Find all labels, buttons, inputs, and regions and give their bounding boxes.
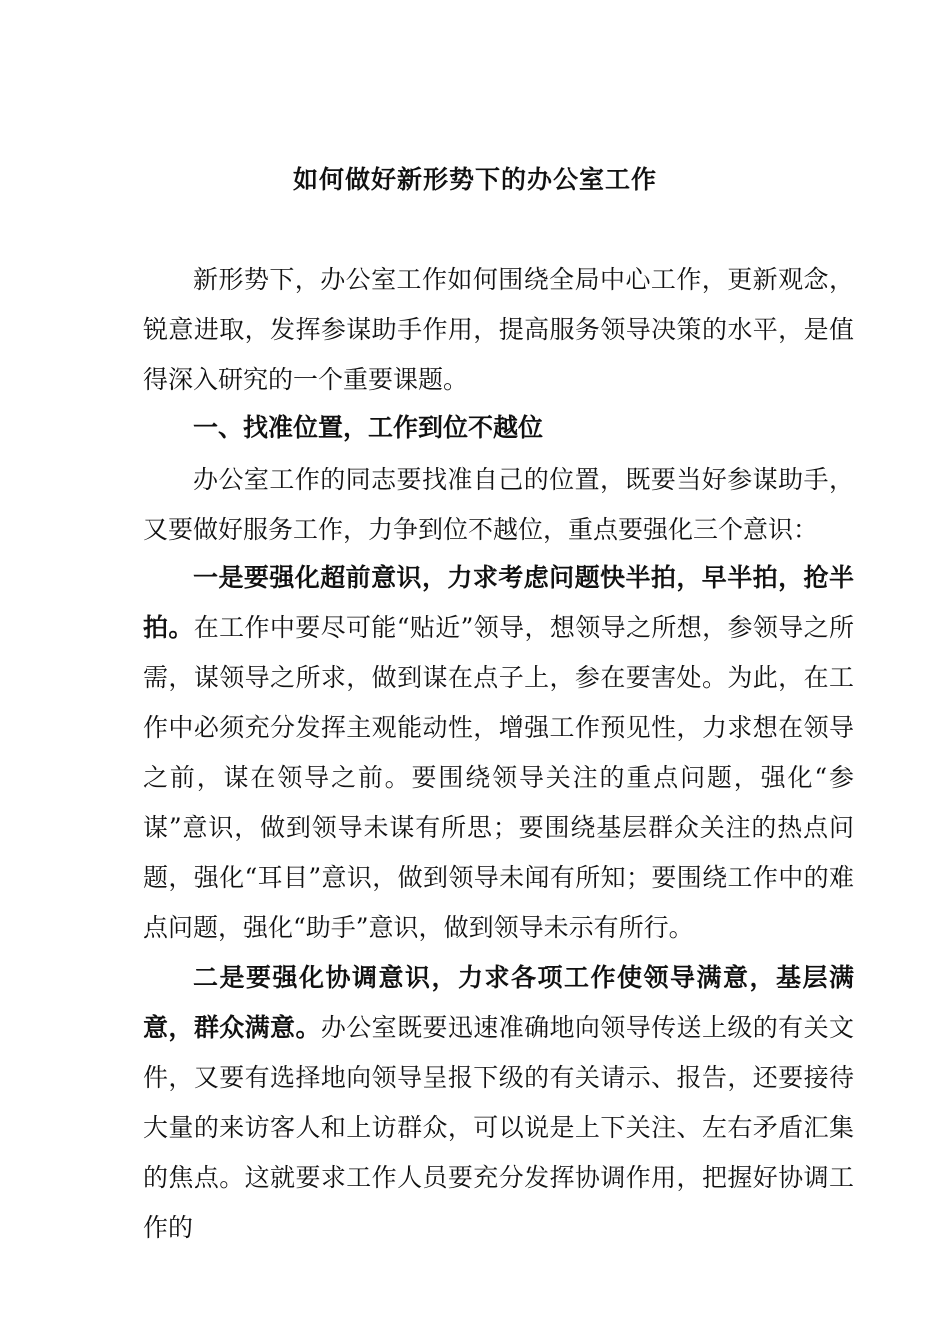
- point-two-lead: 二是要强化协调意识，力求各项工作使领导满意，基层满意，群众满意。: [143, 963, 854, 1042]
- point-one-lead: 一是要强化超前意识，力求考虑问题快半拍，早半拍，抢半拍。: [143, 563, 854, 642]
- point-two-paragraph: [143, 953, 854, 1253]
- intro-paragraph: 新形势下，办公室工作如何围绕全局中心工作，更新观念，锐意进取，发挥参谋助手作用，提高服务领导决策的水平，是值得深入研究的一个重要课题。: [143, 265, 854, 394]
- point-one-body: 在工作中要尽可能“贴近”领导，想领导之所想，参领导之所需，谋领导之所求，做到谋在点子上，参在要害处。为此，在工作中必须充分发挥主观能动性，增强工作预见性，力求想在领导之前，谋在领导之前。要围绕领导关注的重点问题，强化“参谋”意识，做到领导未谋有所思；要围绕基层群众关注的热点问题，强化“耳目”意识，做到领导未闻有所知；要围绕工作中的难点问题，强化“助手”意识，做到领导未示有所行。: [143, 613, 854, 942]
- section-paragraph: 办公室工作的同志要找准自己的位置，既要当好参谋助手，又要做好服务工作，力争到位不越位，重点要强化三个意识：: [143, 465, 854, 544]
- document-title: 如何做好新形势下的办公室工作: [292, 165, 657, 194]
- point-two-body: 办公室既要迅速准确地向领导传送上级的有关文件，又要有选择地向领导呈报下级的有关请示、报告，还要接待大量的来访客人和上访群众，可以说是上下关注、左右矛盾汇集的焦点。这就要求工作人员要充分发挥协调作用，把握好协调工作的: [143, 1013, 854, 1242]
- section-heading: 一、找准位置，工作到位不越位: [193, 413, 544, 442]
- point-one-paragraph: [143, 553, 854, 953]
